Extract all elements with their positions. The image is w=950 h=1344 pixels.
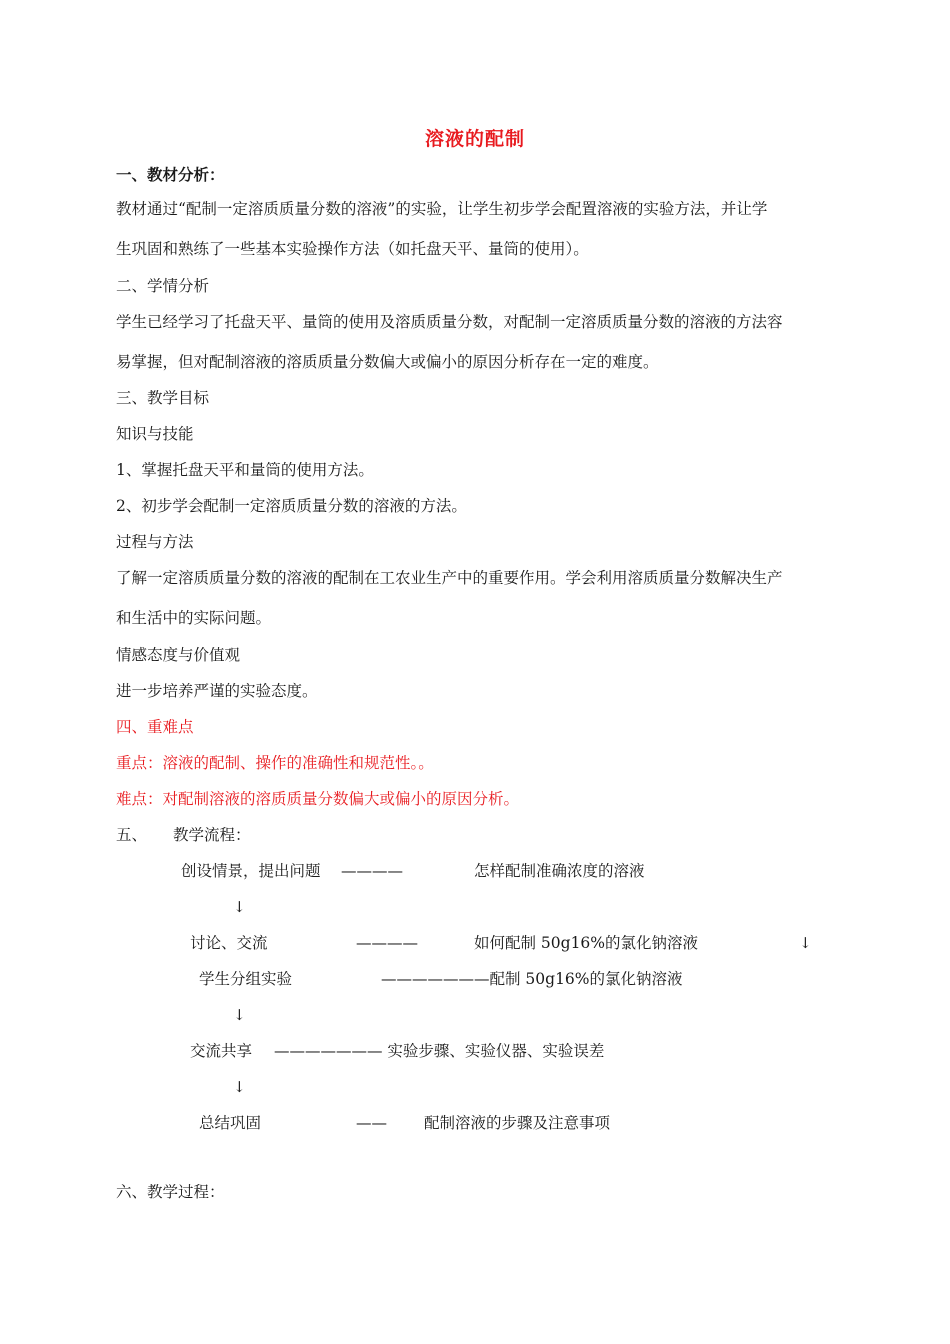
subheading-attitude-values: 情感态度与价值观 (116, 646, 241, 664)
key-point: 重点：溶液的配制、操作的准确性和规范性。。 (116, 754, 434, 772)
flow-step-2-right: 如何配制 50g16%的氯化钠溶液 (474, 934, 699, 952)
section-5-heading-number: 五、 (116, 826, 148, 844)
flow-step-1-left: 创设情景，提出问题 (181, 862, 321, 880)
section-6-heading: 六、教学过程： (116, 1183, 225, 1201)
flow-arrow-down-icon: ↓ (799, 934, 812, 952)
section-3-heading: 三、教学目标 (116, 389, 210, 407)
objective-item-1: 1、掌握托盘天平和量筒的使用方法。 (116, 461, 374, 479)
section-1-heading: 一、教材分析： (116, 166, 225, 184)
section-1-paragraph-line-2: 生巩固和熟练了一些基本实验操作方法（如托盘天平、量筒的使用）。 (116, 240, 589, 258)
flow-step-3-right: ———————配制 50g16%的氯化钠溶液 (381, 970, 683, 988)
subheading-knowledge-skills: 知识与技能 (116, 425, 194, 443)
document-title: 溶液的配制 (424, 128, 525, 150)
section-2-paragraph-line-1: 学生已经学习了托盘天平、量筒的使用及溶质质量分数，对配制一定溶质质量分数的溶液的方法容 (116, 313, 783, 331)
section-1-paragraph-line-1: 教材通过“配制一定溶质质量分数的溶液”的实验，让学生初步学会配置溶液的实验方法，并让学 (116, 200, 768, 218)
section-5-heading-text: 教学流程： (173, 826, 251, 844)
flow-step-1-dash: ———— (341, 862, 403, 880)
flow-arrow-down-icon: ↓ (233, 1006, 246, 1024)
process-paragraph-line-2: 和生活中的实际问题。 (116, 609, 272, 627)
flow-step-4-right: ——————— 实验步骤、实验仪器、实验误差 (274, 1042, 605, 1060)
flow-step-5-right: 配制溶液的步骤及注意事项 (424, 1114, 611, 1132)
subheading-process-methods: 过程与方法 (116, 533, 194, 551)
flow-step-5-left: 总结巩固 (199, 1114, 262, 1132)
flow-arrow-down-icon: ↓ (233, 898, 246, 916)
flow-step-1-right: 怎样配制准确浓度的溶液 (474, 862, 645, 880)
objective-item-2: 2、初步学会配制一定溶质质量分数的溶液的方法。 (116, 497, 467, 515)
flow-arrow-down-icon: ↓ (233, 1078, 246, 1096)
flow-step-5-dash: —— (356, 1114, 387, 1132)
section-2-heading: 二、学情分析 (116, 277, 210, 295)
difficulty-point: 难点：对配制溶液的溶质质量分数偏大或偏小的原因分析。 (116, 790, 520, 808)
process-paragraph-line-1: 了解一定溶质质量分数的溶液的配制在工农业生产中的重要作用。学会利用溶质质量分数解决生产 (116, 569, 783, 587)
flow-step-3-left: 学生分组实验 (199, 970, 293, 988)
flow-step-4-left: 交流共享 (190, 1042, 253, 1060)
section-4-heading: 四、重难点 (116, 718, 194, 736)
flow-step-2-dash: ———— (356, 934, 418, 952)
flow-step-2-left: 讨论、交流 (190, 934, 268, 952)
attitude-paragraph: 进一步培养严谨的实验态度。 (116, 682, 318, 700)
section-2-paragraph-line-2: 易掌握，但对配制溶液的溶质质量分数偏大或偏小的原因分析存在一定的难度。 (116, 353, 659, 371)
